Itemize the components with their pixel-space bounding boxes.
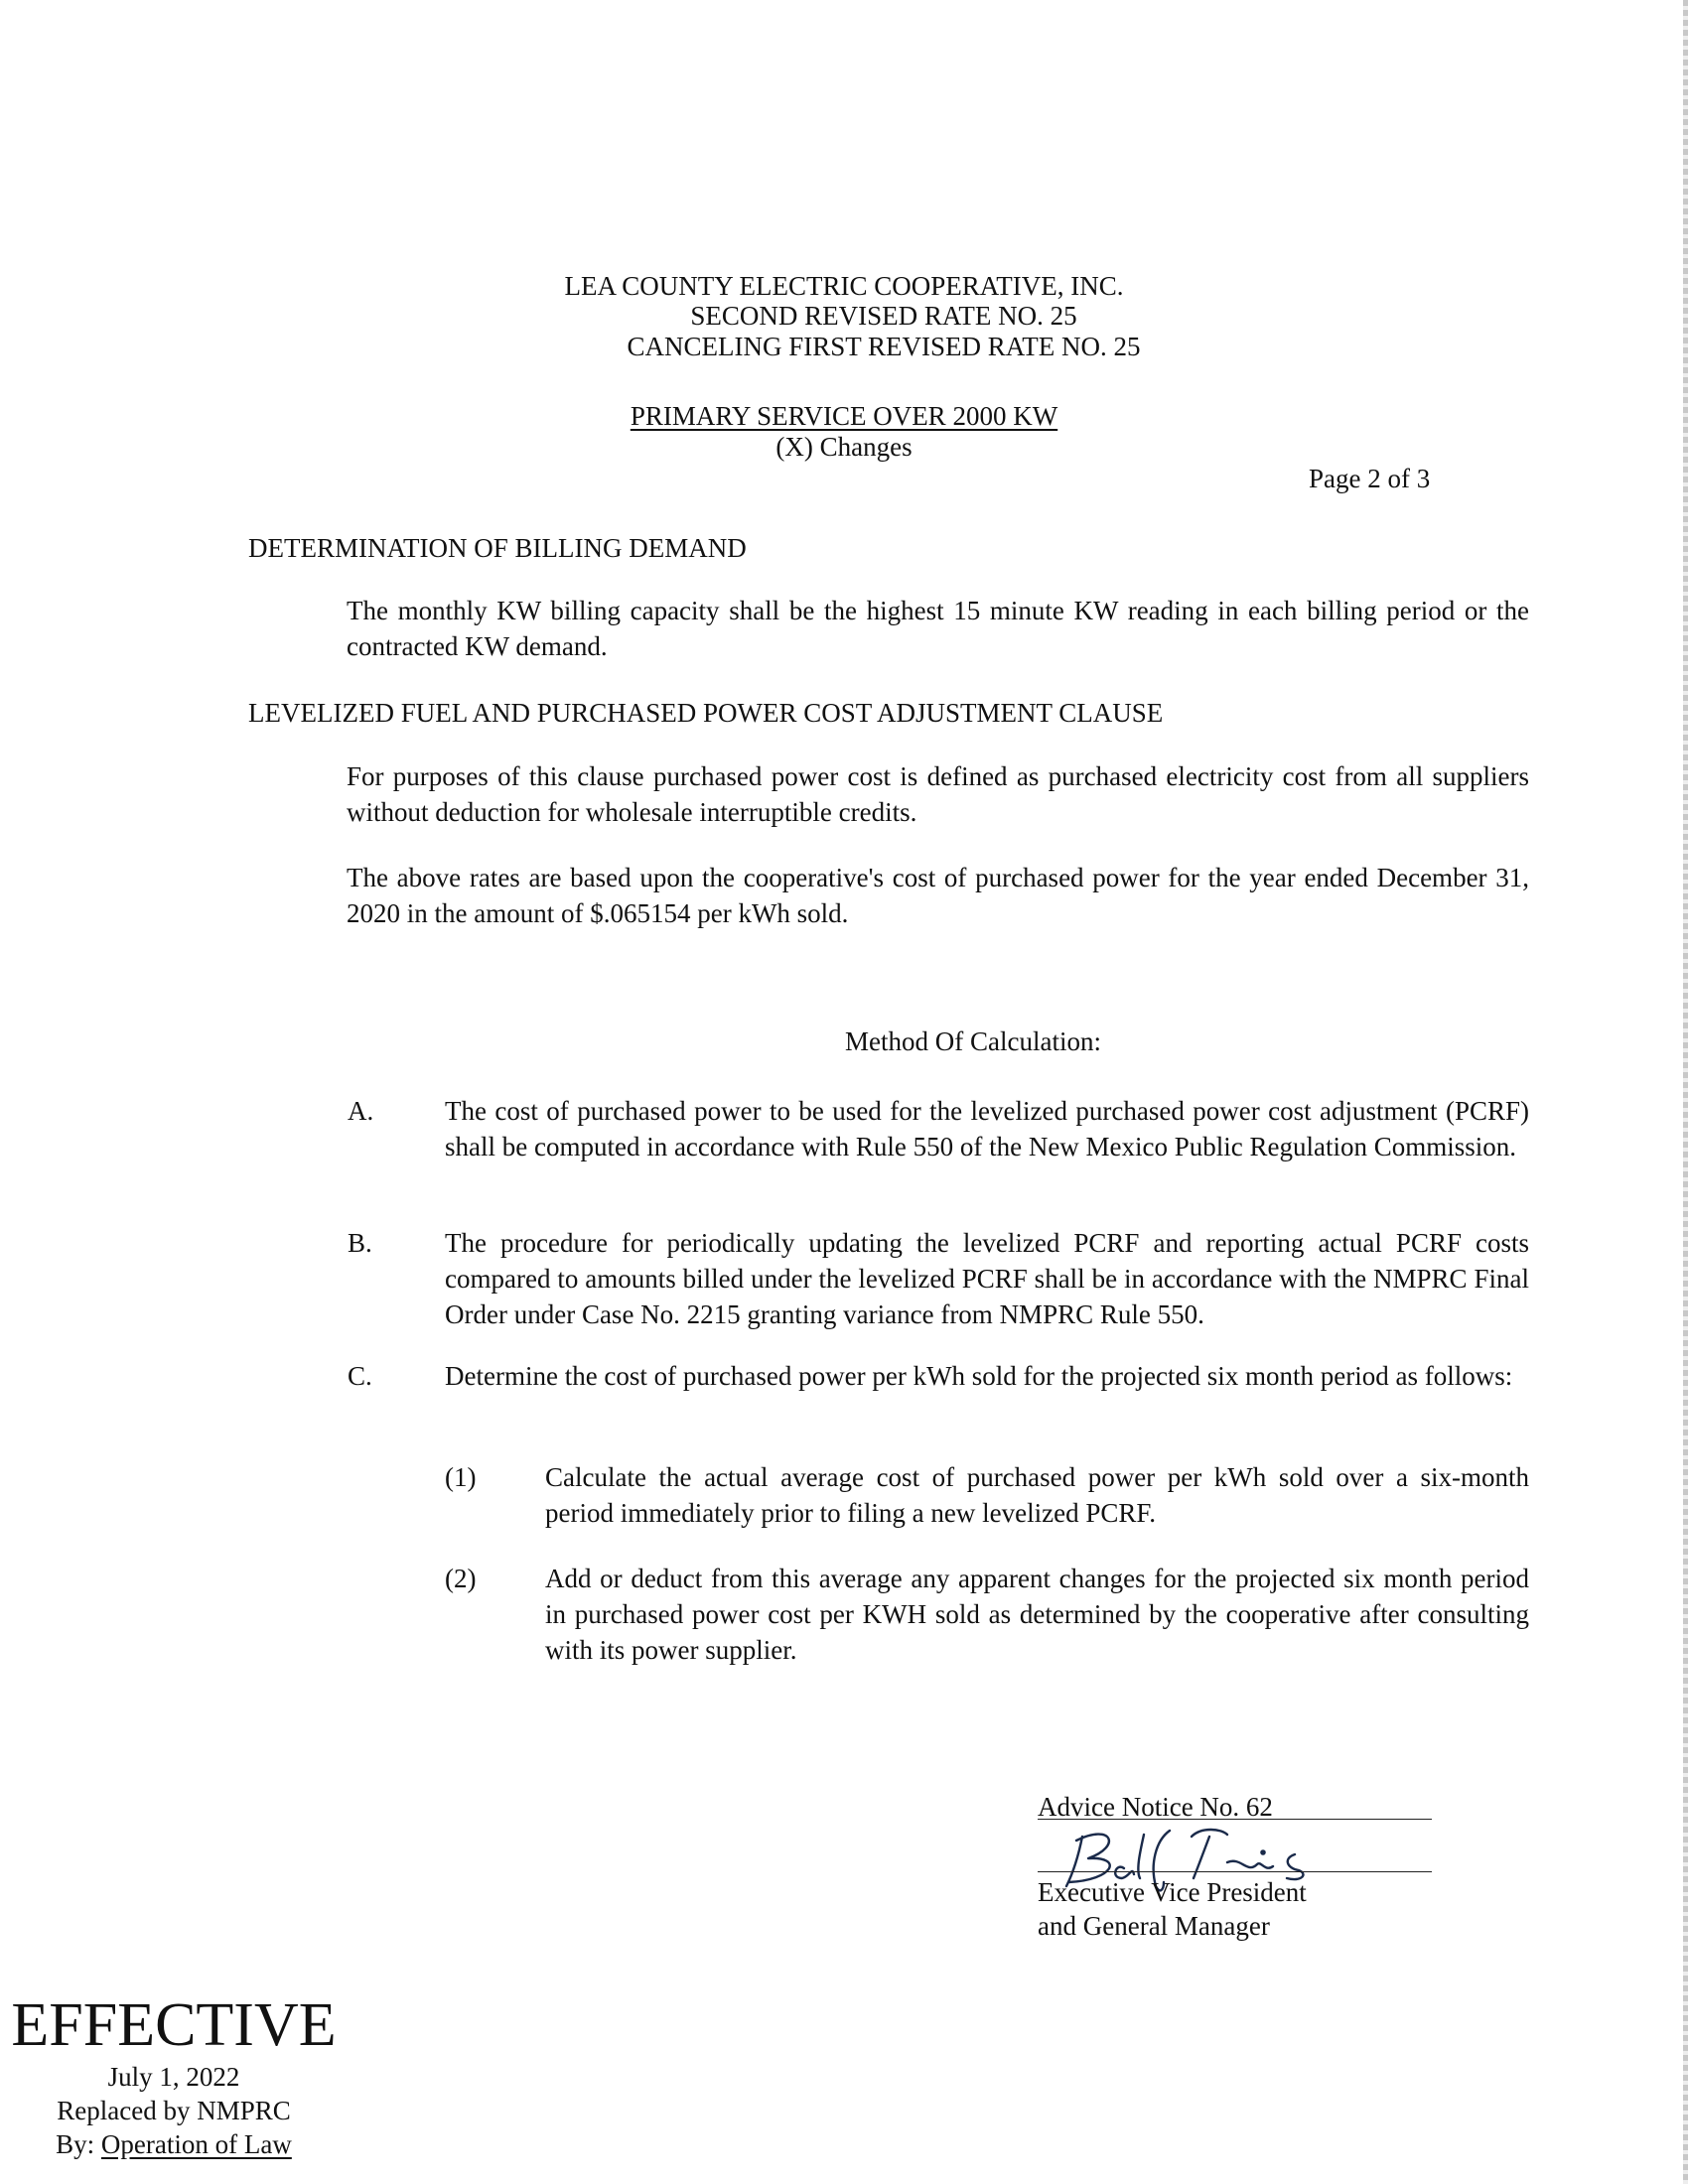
fuel-clause-paragraph-2: The above rates are based upon the cooperative's cost of purchased power for the year ended December 31, 2020 in the amount of $.065154 per kWh sold. xyxy=(347,863,1529,928)
effective-stamp xyxy=(0,1990,348,2161)
subitem-text: Calculate the actual average cost of purchased power per kWh sold over a six-month period immediately prior to filing a new levelized PCRF. xyxy=(545,1462,1529,1528)
page-number: Page 2 of 3 xyxy=(1309,464,1431,493)
item-text: The procedure for periodically updating the levelized PCRF and reporting actual PCRF costs compared to amounts billed under the levelized PCRF shall be in accordance with the NMPRC Final Order under Case No. 2215 granting variance from NMPRC Rule 550. xyxy=(445,1228,1529,1329)
by-value: Operation of Law xyxy=(100,2129,292,2159)
fuel-clause-paragraph-1: For purposes of this clause purchased power cost is defined as purchased electricity cost from all suppliers without deduction for wholesale interruptible credits. xyxy=(347,761,1529,827)
item-letter: C. xyxy=(348,1361,372,1391)
billing-demand-heading: DETERMINATION OF BILLING DEMAND xyxy=(248,533,747,563)
signer-title-2: and General Manager xyxy=(1038,1911,1270,1941)
method-title: Method Of Calculation: xyxy=(845,1026,1101,1056)
scan-edge xyxy=(1683,0,1688,2184)
signer-title-1: Executive Vice President xyxy=(1038,1877,1307,1907)
item-letter: A. xyxy=(348,1096,374,1126)
replaced-by-method xyxy=(0,2127,348,2161)
changes-label: (X) Changes xyxy=(775,432,913,462)
company-name: LEA COUNTY ELECTRIC COOPERATIVE, INC. xyxy=(564,271,1124,301)
service-title: PRIMARY SERVICE OVER 2000 KW xyxy=(630,401,1058,431)
item-text: Determine the cost of purchased power per kWh sold for the projected six month period as follows: xyxy=(445,1361,1513,1391)
effective-date: July 1, 2022 xyxy=(107,2062,240,2092)
by-label: By: xyxy=(56,2129,95,2159)
item-text: The cost of purchased power to be used for the levelized purchased power cost adjustment (PCRF) shall be computed in accordance with Rule 550 of the New Mexico Public Regulation Commission. xyxy=(445,1096,1529,1161)
rate-number: SECOND REVISED RATE NO. 25 xyxy=(690,301,1077,331)
canceling-rate: CANCELING FIRST REVISED RATE NO. 25 xyxy=(627,332,1141,361)
subitem-text: Add or deduct from this average any apparent changes for the projected six month period in purchased power cost per KWH sold as determined by the cooperative after consulting with its power supplier. xyxy=(545,1564,1529,1665)
billing-demand-text: The monthly KW billing capacity shall be the highest 15 minute KW reading in each billing period or the contracted KW demand. xyxy=(347,596,1529,661)
signature-line xyxy=(1038,1871,1432,1872)
replaced-by: Replaced by NMPRC xyxy=(57,2096,291,2125)
advice-notice: Advice Notice No. 62 xyxy=(1038,1792,1273,1822)
effective-label: EFFECTIVE xyxy=(11,1991,337,2059)
fuel-clause-heading: LEVELIZED FUEL AND PURCHASED POWER COST ADJUSTMENT CLAUSE xyxy=(248,698,1164,728)
subitem-number: (2) xyxy=(445,1564,477,1593)
item-letter: B. xyxy=(348,1228,372,1258)
subitem-number: (1) xyxy=(445,1462,477,1492)
